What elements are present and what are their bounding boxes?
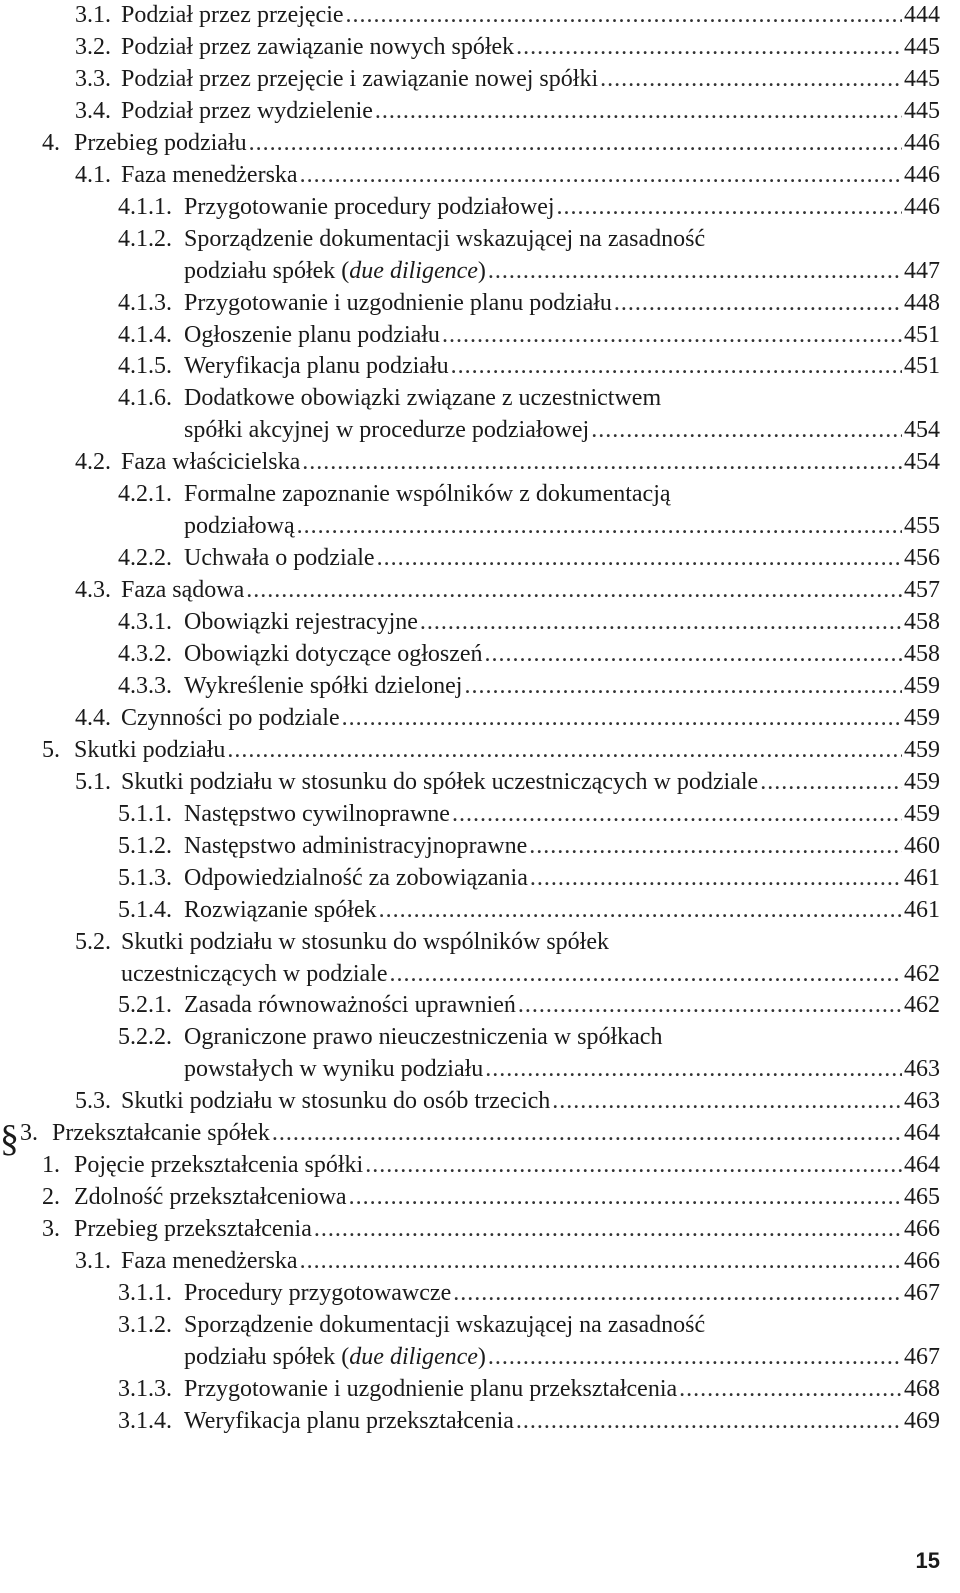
toc-number: 5.2. — [75, 928, 111, 955]
toc-number: 3.2. — [75, 33, 111, 60]
toc-number: 5.1.1. — [118, 800, 172, 827]
toc-title: Podział przez przejęcie — [121, 2, 344, 28]
toc-number: 4.3. — [75, 577, 111, 604]
toc-title-continuation: spółki akcyjnej w procedurze podziałowej — [184, 417, 590, 444]
dot-leader — [516, 32, 902, 62]
toc-page-number: 468 — [904, 1375, 940, 1402]
dot-leader — [314, 1214, 902, 1244]
toc-number: 4.2. — [75, 449, 111, 476]
toc-page-number: 463 — [904, 1056, 940, 1083]
toc-page-number: 447 — [904, 257, 940, 284]
dot-leader — [365, 1150, 902, 1180]
dot-leader — [591, 415, 902, 445]
toc-title-continuation: podziałową — [184, 513, 295, 540]
toc-title: Faza menedżerska — [121, 161, 298, 188]
dot-leader — [302, 447, 902, 477]
toc-title: Obowiązki rejestracyjne — [184, 609, 418, 636]
toc-number: 3.1.3. — [118, 1375, 172, 1402]
dot-leader — [390, 959, 902, 989]
toc-page-number: 465 — [904, 1184, 940, 1211]
dot-leader — [453, 1278, 902, 1308]
toc-number: 4.3.2. — [118, 641, 172, 667]
toc-page-number: 456 — [904, 545, 940, 572]
toc-title-continuation: podziału spółek ( — [184, 257, 350, 284]
toc-number: 4.1.6. — [118, 385, 172, 412]
dot-leader — [227, 735, 902, 765]
toc-page-number: 463 — [904, 1088, 940, 1115]
toc-number: 4.1.5. — [118, 353, 172, 380]
dot-leader — [379, 895, 902, 925]
toc-title: Faza właścicielska — [121, 449, 301, 476]
toc-title: Przebieg podziału — [74, 129, 247, 156]
toc-title: Formalne zapoznanie wspólników z dokumentacją — [184, 481, 671, 508]
dot-leader — [516, 1406, 902, 1436]
toc-number: 3.1.4. — [118, 1407, 172, 1434]
dot-leader — [552, 1086, 902, 1116]
toc-page-number: 454 — [904, 449, 940, 476]
toc-title-continuation: powstałych w wyniku podziału — [184, 1056, 484, 1083]
dot-leader — [760, 767, 902, 797]
toc-page-number: 458 — [904, 641, 940, 667]
toc-number: 5.2.1. — [118, 992, 172, 1019]
toc-number: 5. — [42, 736, 60, 763]
toc-title: Podział przez przejęcie i zawiązanie nowej spółki — [121, 65, 599, 92]
toc-page-number: 446 — [904, 193, 940, 220]
toc-page-number: 459 — [904, 672, 940, 699]
toc-title-italic: due diligence — [349, 1343, 478, 1370]
toc-number: 4.2.1. — [118, 481, 172, 508]
toc-title: Odpowiedzialność za zobowiązania — [184, 864, 528, 891]
toc-number: 5.1.3. — [118, 864, 172, 891]
toc-page-number: 445 — [904, 65, 940, 92]
page-number: 15 — [915, 1548, 940, 1573]
toc-page-number: 457 — [904, 577, 940, 604]
toc-page-number: 458 — [904, 609, 940, 636]
toc-page-number: 467 — [904, 1343, 940, 1370]
toc-title: Skutki podziału w stosunku do spółek uczestniczących w podziale — [121, 768, 759, 795]
dot-leader — [297, 511, 902, 541]
toc-title: Następstwo cywilnoprawne — [184, 800, 450, 827]
dot-leader — [679, 1374, 902, 1404]
toc-title: Podział przez wydzielenie — [121, 97, 373, 124]
dot-leader — [452, 799, 902, 829]
toc-title-continuation: podziału spółek ( — [184, 1343, 350, 1370]
dot-leader — [464, 671, 902, 701]
toc-number: 4.1. — [75, 161, 111, 188]
toc-page-number: 464 — [904, 1152, 940, 1179]
toc-title: Zdolność przekształceniowa — [74, 1184, 347, 1211]
dot-leader — [614, 288, 902, 318]
toc-number: 4.1.2. — [118, 225, 172, 252]
dot-leader — [600, 64, 902, 94]
toc-number: 3.3. — [75, 65, 111, 92]
dot-leader — [300, 1246, 902, 1276]
toc-number: 5.1.2. — [118, 832, 172, 859]
toc-page-number: 445 — [904, 33, 940, 60]
dot-leader — [349, 1182, 902, 1212]
dot-leader — [488, 256, 902, 286]
toc-page-number: 464 — [904, 1120, 940, 1147]
toc-number: 3. — [20, 1120, 38, 1147]
toc-page-number: 467 — [904, 1280, 940, 1306]
toc-title: Uchwała o podziale — [184, 545, 375, 572]
toc-page-number: 444 — [904, 2, 940, 28]
toc-title: Skutki podziału — [74, 736, 226, 763]
toc-page-number: 451 — [904, 353, 940, 380]
toc-number: 4.3.1. — [118, 609, 172, 636]
dot-leader — [485, 1054, 902, 1084]
toc-page-number: 462 — [904, 960, 940, 987]
toc-page-number: 455 — [904, 513, 940, 540]
dot-leader — [488, 1342, 902, 1372]
toc-number: 3.1. — [75, 2, 111, 28]
toc-title: Ograniczone prawo nieuczestniczenia w spółkach — [184, 1024, 663, 1051]
dot-leader — [249, 128, 902, 158]
toc-title: Przebieg przekształcenia — [74, 1216, 312, 1243]
toc-page-number: 445 — [904, 97, 940, 124]
toc-title: Faza menedżerska — [121, 1248, 298, 1275]
toc-number: 4.4. — [75, 704, 111, 731]
toc-page-number: 461 — [904, 864, 940, 891]
dot-leader — [377, 543, 902, 573]
toc-number: 3.4. — [75, 97, 111, 124]
toc-title: Weryfikacja planu podziału — [184, 353, 449, 380]
toc-page-number: 446 — [904, 129, 940, 156]
toc-number: 4.1.3. — [118, 289, 172, 316]
toc-title: Wykreślenie spółki dzielonej — [184, 672, 463, 699]
toc-title: Czynności po podziale — [121, 704, 340, 731]
toc-number: 4.1.4. — [118, 321, 172, 348]
toc-title: Faza sądowa — [121, 577, 245, 604]
toc-title: Podział przez zawiązanie nowych spółek — [121, 33, 515, 60]
dot-leader — [530, 863, 902, 893]
toc-page-number: 466 — [904, 1248, 940, 1275]
toc-page-number: 460 — [904, 832, 940, 859]
dot-leader — [420, 607, 902, 637]
toc-title: Procedury przygotowawcze — [184, 1280, 452, 1306]
toc-title: Zasada równoważności uprawnień — [184, 992, 516, 1019]
toc-title: Pojęcie przekształcenia spółki — [74, 1152, 364, 1179]
dot-leader — [442, 320, 902, 350]
dot-leader — [375, 96, 902, 126]
toc-page-number: 461 — [904, 896, 940, 923]
toc-title: Dodatkowe obowiązki związane z uczestnictwem — [184, 385, 662, 412]
dot-leader — [485, 639, 902, 669]
toc-page-number: 466 — [904, 1216, 940, 1243]
toc-number: 1. — [42, 1152, 60, 1179]
toc-title: Obowiązki dotyczące ogłoszeń — [184, 641, 483, 667]
toc-number: 3.1.2. — [118, 1311, 172, 1338]
toc-number: 5.1. — [75, 768, 111, 795]
section-sign: § — [0, 1118, 19, 1161]
toc-page-number: 469 — [904, 1407, 940, 1434]
dot-leader — [246, 575, 902, 605]
toc-title: Rozwiązanie spółek — [184, 896, 377, 923]
toc-number: 3.1.1. — [118, 1280, 172, 1306]
toc-title-italic: due diligence — [349, 257, 478, 284]
toc-title-continuation: uczestniczących w podziale — [121, 960, 388, 987]
toc-page-number: 448 — [904, 289, 940, 316]
toc-page-number: 446 — [904, 161, 940, 188]
dot-leader — [342, 703, 902, 733]
toc-number: 2. — [42, 1184, 60, 1211]
toc-page-number: 459 — [904, 800, 940, 827]
toc-title: Przygotowanie procedury podziałowej — [184, 193, 555, 220]
toc-number: 4.1.1. — [118, 193, 172, 220]
toc-title: Weryfikacja planu przekształcenia — [184, 1407, 514, 1434]
toc-title: Przygotowanie i uzgodnienie planu podziału — [184, 289, 612, 316]
toc-page-number: 451 — [904, 321, 940, 348]
toc-title: Sporządzenie dokumentacji wskazującej na zasadność — [184, 225, 706, 252]
toc-number: 4.3.3. — [118, 672, 172, 699]
toc-title: Skutki podziału w stosunku do wspólników spółek — [121, 928, 610, 955]
toc-title: Następstwo administracyjnoprawne — [184, 832, 528, 859]
toc-title: Przygotowanie i uzgodnienie planu przekształcenia — [184, 1375, 678, 1402]
dot-leader — [529, 831, 902, 861]
dot-leader — [451, 351, 902, 381]
toc-page-number: 462 — [904, 992, 940, 1019]
toc-page-number: 454 — [904, 417, 940, 444]
toc-title-closing: ) — [477, 1343, 486, 1370]
toc-title: Przekształcanie spółek — [52, 1120, 270, 1147]
toc-number: 4. — [42, 129, 60, 156]
toc-number: 5.1.4. — [118, 896, 172, 923]
dot-leader — [557, 192, 902, 222]
toc-page-number: 459 — [904, 736, 940, 763]
toc-number: 5.3. — [75, 1088, 111, 1115]
dot-leader — [518, 990, 902, 1020]
toc-number: 4.2.2. — [118, 545, 172, 572]
toc-title: Sporządzenie dokumentacji wskazującej na zasadność — [184, 1311, 706, 1338]
toc-number: 5.2.2. — [118, 1024, 172, 1051]
toc-number: 3.1. — [75, 1248, 111, 1275]
dot-leader — [300, 160, 902, 190]
toc-number: 3. — [42, 1216, 60, 1243]
dot-leader — [346, 0, 902, 30]
toc-title: Ogłoszenie planu podziału — [184, 321, 440, 348]
toc-page-number: 459 — [904, 768, 940, 795]
toc-title: Skutki podziału w stosunku do osób trzecich — [121, 1088, 551, 1115]
dot-leader — [272, 1118, 902, 1148]
toc-page-number: 459 — [904, 704, 940, 731]
toc-title-closing: ) — [477, 257, 486, 284]
